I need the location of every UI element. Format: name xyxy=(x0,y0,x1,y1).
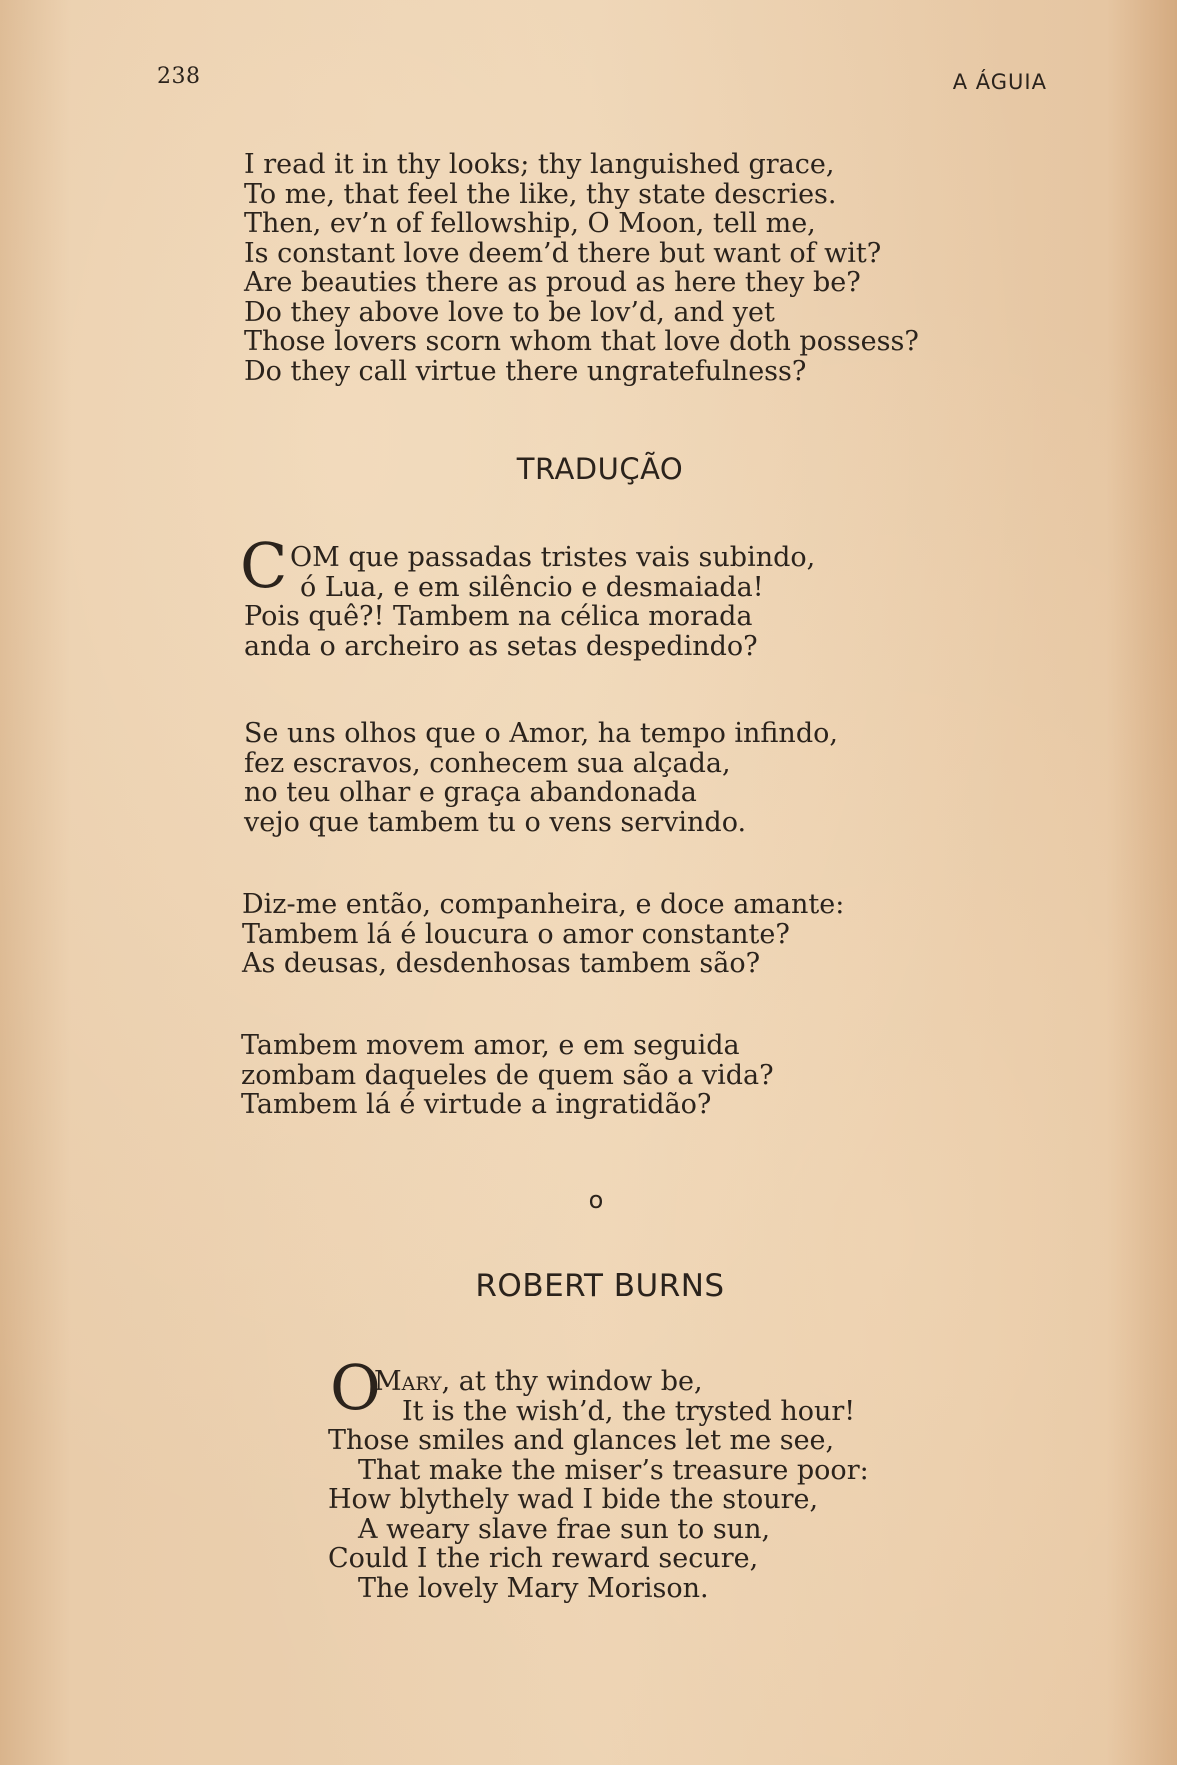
poem-line: A weary slave frae sun to sun, xyxy=(358,1513,771,1545)
poem-line: anda o archeiro as setas despedindo? xyxy=(244,630,758,662)
poem-line: The lovely Mary Morison. xyxy=(358,1572,709,1604)
poem-line: Se uns olhos que o Amor, ha tempo infindo, xyxy=(244,718,838,749)
translation-stanza-3 xyxy=(242,890,844,979)
burns-dropcap: O xyxy=(330,1351,381,1424)
smallcaps-word: OM xyxy=(290,542,340,573)
poem-line: How blythely wad I bide the stoure, xyxy=(328,1484,819,1515)
poem-line: Diz-me então, companheira, e doce amante: xyxy=(242,889,845,920)
poem-line: Tambem lá é virtude a ingratidão? xyxy=(241,1089,712,1120)
poem-line: It is the wish’d, the trysted hour! xyxy=(402,1395,856,1427)
running-head: A ÁGUIA xyxy=(952,70,1047,94)
poem-line: To me, that feel the like, thy state descries. xyxy=(244,178,837,210)
translation-stanza-2 xyxy=(244,719,838,837)
poem-line xyxy=(328,1367,869,1397)
translation-stanza-4 xyxy=(241,1031,774,1120)
poem-line: vejo que tambem tu o vens servindo. xyxy=(244,806,747,838)
poem-line: Those lovers scorn whom that love doth possess? xyxy=(244,326,919,357)
poem-line: Tambem lá é loucura o amor constante? xyxy=(242,918,790,950)
poem-line: Tambem movem amor, e em seguida xyxy=(241,1030,740,1061)
poem-line: As deusas, desdenhosas tambem são? xyxy=(242,948,761,979)
burns-title: ROBERT BURNS xyxy=(475,1268,725,1304)
poem-line: Could I the rich reward secure, xyxy=(328,1543,759,1574)
poem-line: Do they call virtue there ungratefulness? xyxy=(244,355,807,387)
section-separator: o xyxy=(588,1186,604,1214)
burns-poem xyxy=(328,1367,869,1603)
poem-line: Do they above love to be lov’d, and yet xyxy=(244,296,775,328)
translation-dropcap: C xyxy=(240,529,288,602)
poem-line: Those smiles and glances let me see, xyxy=(328,1425,835,1456)
poem-line: That make the miser’s treasure poor: xyxy=(358,1454,869,1486)
translation-title: TRADUÇÃO xyxy=(516,452,684,486)
poem-line: I read it in thy looks; thy languished grace, xyxy=(244,149,835,180)
poem-line-tail: , at thy window be, xyxy=(441,1366,703,1397)
poem-line: zombam daqueles de quem são a vida? xyxy=(241,1059,774,1091)
poem-line: Pois quê?! Tambem na célica morada xyxy=(244,601,753,632)
poem-line: fez escravos, conhecem sua alçada, xyxy=(244,747,731,779)
poem-line: Then, ev’n of fellowship, O Moon, tell me, xyxy=(244,208,816,239)
translation-stanza-1 xyxy=(244,543,815,661)
english-poem xyxy=(244,150,919,386)
poem-line xyxy=(244,543,815,573)
poem-line: ó Lua, e em silêncio e desmaiada! xyxy=(300,571,764,603)
poem-line-tail: que passadas tristes vais subindo, xyxy=(339,542,816,573)
poem-line: no teu olhar e graça abandonada xyxy=(244,777,697,808)
smallcaps-word: Mary xyxy=(374,1366,442,1397)
page-number: 238 xyxy=(157,64,201,89)
poem-line: Is constant love deem’d there but want of wit? xyxy=(244,237,882,269)
poem-line: Are beauties there as proud as here they be? xyxy=(244,267,861,298)
